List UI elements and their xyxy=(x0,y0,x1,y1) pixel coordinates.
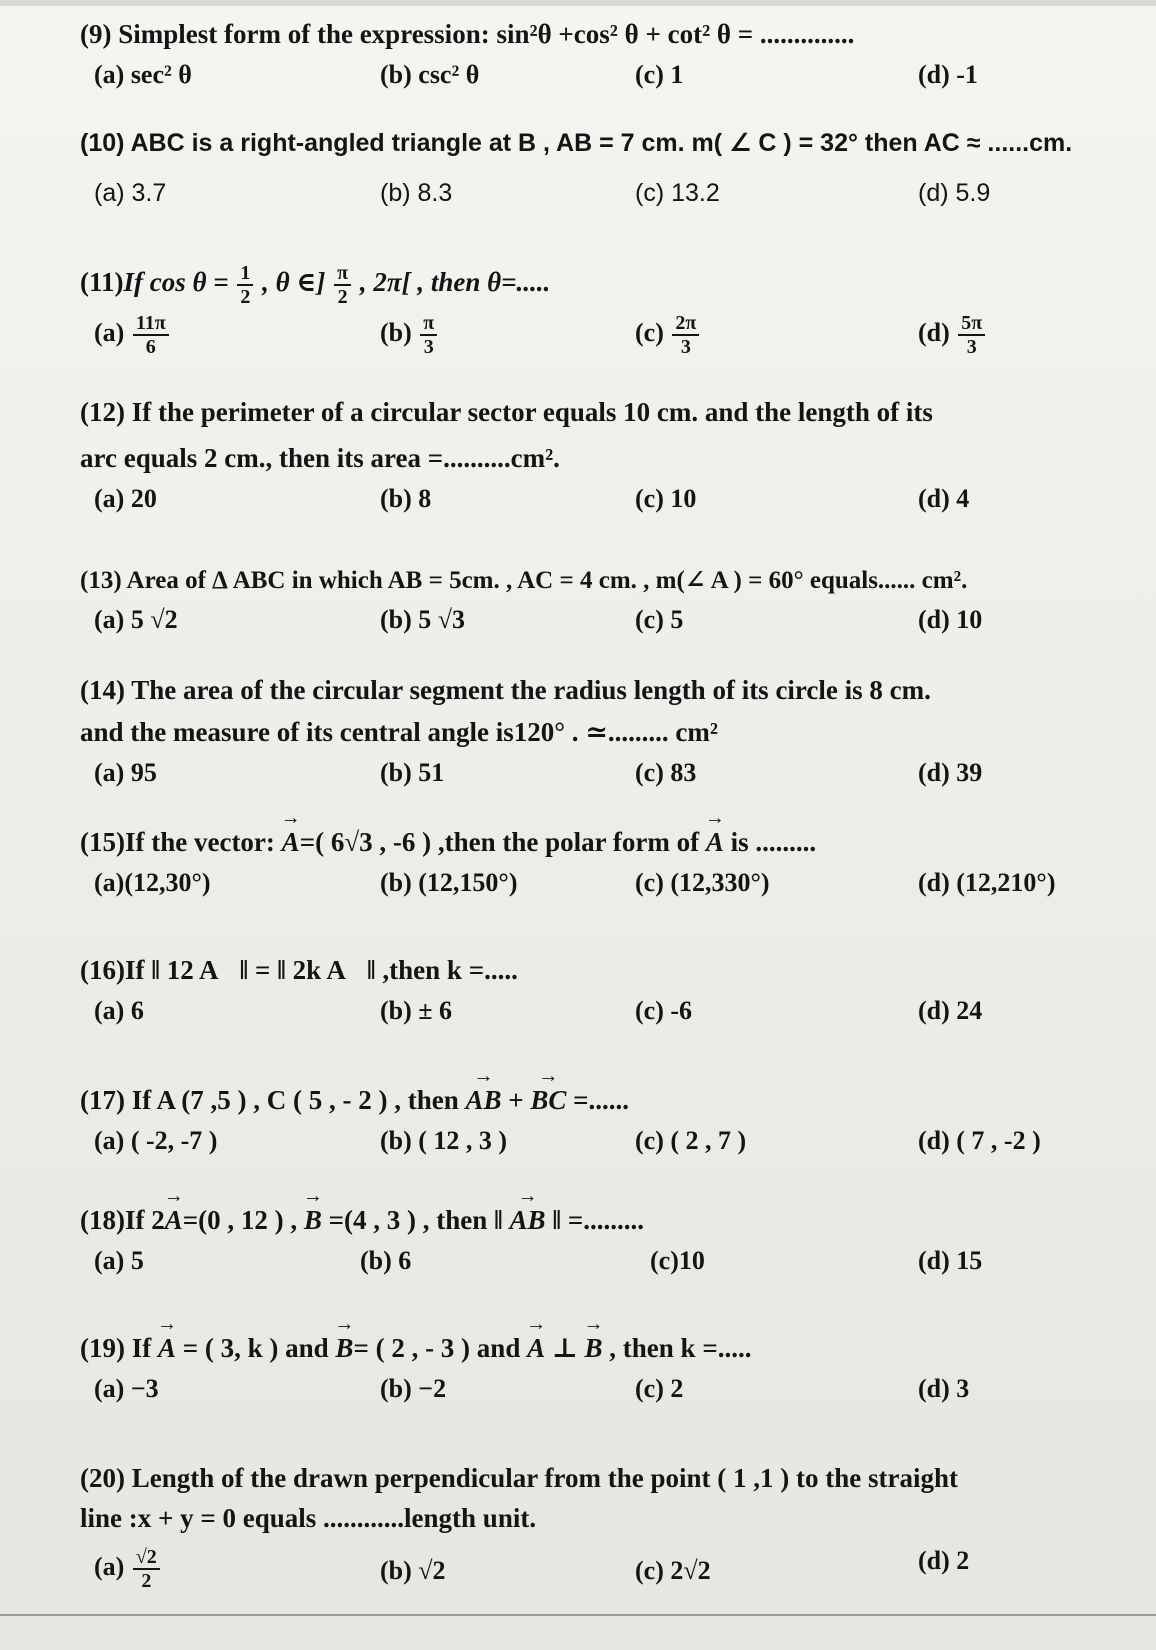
option-a[interactable]: (a) 95 xyxy=(94,757,157,787)
stem-suffix: , 2π[ , then θ=..... xyxy=(353,267,551,298)
option-b[interactable]: (b) ( 12 , 3 ) xyxy=(380,1125,508,1155)
stem-prefix: If xyxy=(131,1333,158,1363)
option-c[interactable]: (c) 1 xyxy=(635,59,684,89)
question-stem: ABC is a right-angled triangle at B , AB = 7 cm. m( ∠ C ) = 32° then AC ≈ ......cm. xyxy=(130,129,1073,157)
question-stem-line-1: If the perimeter of a circular sector equals 10 cm. and the length of its xyxy=(131,397,933,427)
option-c[interactable]: (c) 5 xyxy=(635,604,684,634)
option-c[interactable]: (c) $\frac{2\pi}{3}$ xyxy=(635,312,701,358)
option-a[interactable]: (a) −3 xyxy=(94,1373,159,1403)
question-20 xyxy=(80,1458,1120,1606)
vector-a: → A xyxy=(165,1200,183,1242)
option-d[interactable]: (d) -1 xyxy=(918,59,978,89)
question-stem-line-1: Length of the drawn perpendicular from the point ( 1 ,1 ) to the straight xyxy=(131,1463,958,1493)
option-c[interactable]: (c) 83 xyxy=(635,757,697,787)
option-c[interactable]: (c) 2√2 xyxy=(635,1555,711,1585)
option-d[interactable]: (d) $\frac{5\pi}{3}$ xyxy=(918,312,987,358)
option-c[interactable]: (c) ( 2 , 7 ) xyxy=(635,1125,747,1155)
question-stem-line-2: and the measure of its central angle is120° . ≃......... cm² xyxy=(80,716,718,747)
option-a[interactable]: (a) sec² θ xyxy=(94,59,192,89)
option-b[interactable]: (b) $\frac{\pi}{3}$ xyxy=(380,312,439,358)
option-b[interactable]: (b) (12,150°) xyxy=(380,867,518,897)
option-c[interactable]: (c) 10 xyxy=(635,483,697,513)
vector-b: → B xyxy=(585,1328,603,1370)
option-b[interactable]: (b) √2 xyxy=(380,1555,446,1585)
option-a[interactable]: (a) 6 xyxy=(94,995,144,1025)
question-13 xyxy=(80,562,1120,653)
vector-a: → A xyxy=(527,1328,545,1370)
options-row xyxy=(80,1246,1120,1294)
option-b[interactable]: (b) csc² θ xyxy=(380,59,480,89)
question-stem-line-2: arc equals 2 cm., then its area =..........cm². xyxy=(80,442,560,473)
vector-a: → A xyxy=(706,822,724,864)
options-row xyxy=(80,484,1120,532)
paper-bottom-edge xyxy=(0,1614,1156,1616)
option-d[interactable]: (d) 3 xyxy=(918,1373,970,1403)
vector-bc: → BC xyxy=(530,1080,566,1122)
question-number: (18) xyxy=(80,1205,125,1235)
stem-suffix: is ......... xyxy=(723,827,817,857)
question-number: (12) xyxy=(80,397,125,427)
option-c[interactable]: (c) -6 xyxy=(635,995,693,1025)
question-number: (13) xyxy=(80,567,122,594)
question-stem-line-1: The area of the circular segment the radius length of its circle is 8 cm. xyxy=(131,675,931,705)
question-number: (15) xyxy=(80,827,125,857)
option-a[interactable]: (a) ( -2, -7 ) xyxy=(94,1125,218,1155)
question-stem: Simplest form of the expression: sin²θ +cos² θ + cot² θ = .............. xyxy=(118,19,855,49)
option-d[interactable]: (d) 39 xyxy=(918,757,983,787)
option-d[interactable]: (d) 5.9 xyxy=(918,178,991,207)
option-d[interactable]: (d) ( 7 , -2 ) xyxy=(918,1125,1041,1155)
option-a[interactable]: (a) 5 √2 xyxy=(94,604,178,634)
option-c[interactable]: (c) 2 xyxy=(635,1373,684,1403)
vector-ab: → AB xyxy=(510,1200,546,1242)
stem-prefix: If the vector: xyxy=(124,827,282,857)
question-17 xyxy=(80,1080,1120,1174)
option-b[interactable]: (b) 51 xyxy=(380,757,445,787)
question-9 xyxy=(80,14,1120,108)
perpendicular-sign: ⊥ xyxy=(545,1333,585,1363)
option-b[interactable]: (b) 8.3 xyxy=(380,178,453,207)
question-stem-line-2: line :x + y = 0 equals ............length unit. xyxy=(80,1502,537,1533)
options-row xyxy=(80,1374,1120,1422)
options-row xyxy=(80,1126,1120,1174)
question-number: (11) xyxy=(80,267,124,298)
vector-ab: → AB xyxy=(465,1080,501,1122)
stem-middle: , θ ∈] xyxy=(255,267,333,298)
question-number: (19) xyxy=(80,1333,125,1363)
vector-a: → A xyxy=(158,1328,176,1370)
option-d[interactable]: (d) 24 xyxy=(918,995,983,1025)
question-number: (16) xyxy=(80,955,125,985)
option-d[interactable]: (d) 2 xyxy=(918,1545,970,1575)
question-10 xyxy=(80,124,1120,227)
question-18 xyxy=(80,1200,1120,1294)
vector-a: → A xyxy=(282,822,300,864)
options-row xyxy=(80,758,1120,806)
option-d[interactable]: (d) (12,210°) xyxy=(918,867,1056,897)
vector-b: → B xyxy=(304,1200,322,1242)
stem-suffix: =...... xyxy=(566,1085,630,1115)
option-a[interactable]: (a) $\frac{11\pi}{6}$ xyxy=(94,312,171,358)
question-19 xyxy=(80,1328,1120,1422)
stem-middle: =(0 , 12 ) , xyxy=(182,1205,304,1235)
question-number: (10) xyxy=(80,129,125,157)
option-c[interactable]: (c) 13.2 xyxy=(635,178,720,207)
stem-prefix: If cos θ = xyxy=(123,267,236,298)
option-c[interactable]: (c) (12,330°) xyxy=(635,867,770,897)
question-number: (9) xyxy=(80,19,112,49)
option-b[interactable]: (b) 5 √3 xyxy=(380,604,466,634)
stem-middle: =( 6√3 , -6 ) ,then the polar form of xyxy=(299,827,706,857)
question-12 xyxy=(80,392,1120,532)
vector-b: → B xyxy=(335,1328,353,1370)
question-number: (20) xyxy=(80,1463,125,1493)
question-stem: If ‖ 12 A⃗‖ = ‖ 2k A⃗‖ ,then k =..... xyxy=(124,955,518,985)
fraction: $\frac{\pi}{2}$ xyxy=(334,262,351,308)
option-a[interactable]: (a)(12,30°) xyxy=(94,867,211,897)
option-a[interactable]: (a) 3.7 xyxy=(94,178,167,207)
option-c[interactable]: (c)10 xyxy=(650,1245,705,1275)
options-row xyxy=(80,179,1120,227)
fraction: $\frac{1}{2}$ xyxy=(237,262,253,308)
option-d[interactable]: (d) 4 xyxy=(918,483,970,513)
plus-sign: + xyxy=(501,1085,531,1115)
question-11 xyxy=(80,262,1120,368)
stem-prefix: If 2 xyxy=(124,1205,165,1235)
option-d[interactable]: (d) 10 xyxy=(918,604,983,634)
question-15 xyxy=(80,822,1120,916)
options-row xyxy=(80,1546,1120,1606)
options-row xyxy=(80,605,1120,653)
question-number: (14) xyxy=(80,675,125,705)
stem-suffix: , then k =..... xyxy=(602,1333,752,1363)
option-a[interactable]: (a) $\frac{√2}{2}$ xyxy=(94,1546,162,1592)
question-14 xyxy=(80,670,1120,806)
option-d[interactable]: (d) 15 xyxy=(918,1245,983,1275)
option-a[interactable]: (a) 5 xyxy=(94,1245,144,1275)
stem-suffix: ‖ =......... xyxy=(545,1205,644,1235)
question-stem: Area of Δ ABC in which AB = 5cm. , AC = 4 cm. , m(∠ A ) = 60° equals...... cm². xyxy=(126,567,968,594)
stem-middle-2: = ( 2 , - 3 ) and xyxy=(353,1333,528,1363)
page-top-edge xyxy=(0,0,1156,6)
question-16 xyxy=(80,950,1120,1044)
option-a[interactable]: (a) 20 xyxy=(94,483,157,513)
options-row xyxy=(80,312,1120,368)
question-number: (17) xyxy=(80,1085,125,1115)
options-row xyxy=(80,996,1120,1044)
option-b[interactable]: (b) −2 xyxy=(380,1373,447,1403)
stem-prefix: If A (7 ,5 ) , C ( 5 , - 2 ) , then xyxy=(131,1085,466,1115)
option-b[interactable]: (b) ± 6 xyxy=(380,995,453,1025)
options-row xyxy=(80,60,1120,108)
option-b[interactable]: (b) 6 xyxy=(360,1245,412,1275)
option-b[interactable]: (b) 8 xyxy=(380,483,432,513)
stem-middle-2: =(4 , 3 ) , then ‖ xyxy=(321,1205,510,1235)
stem-middle: = ( 3, k ) and xyxy=(176,1333,336,1363)
options-row xyxy=(80,868,1120,916)
